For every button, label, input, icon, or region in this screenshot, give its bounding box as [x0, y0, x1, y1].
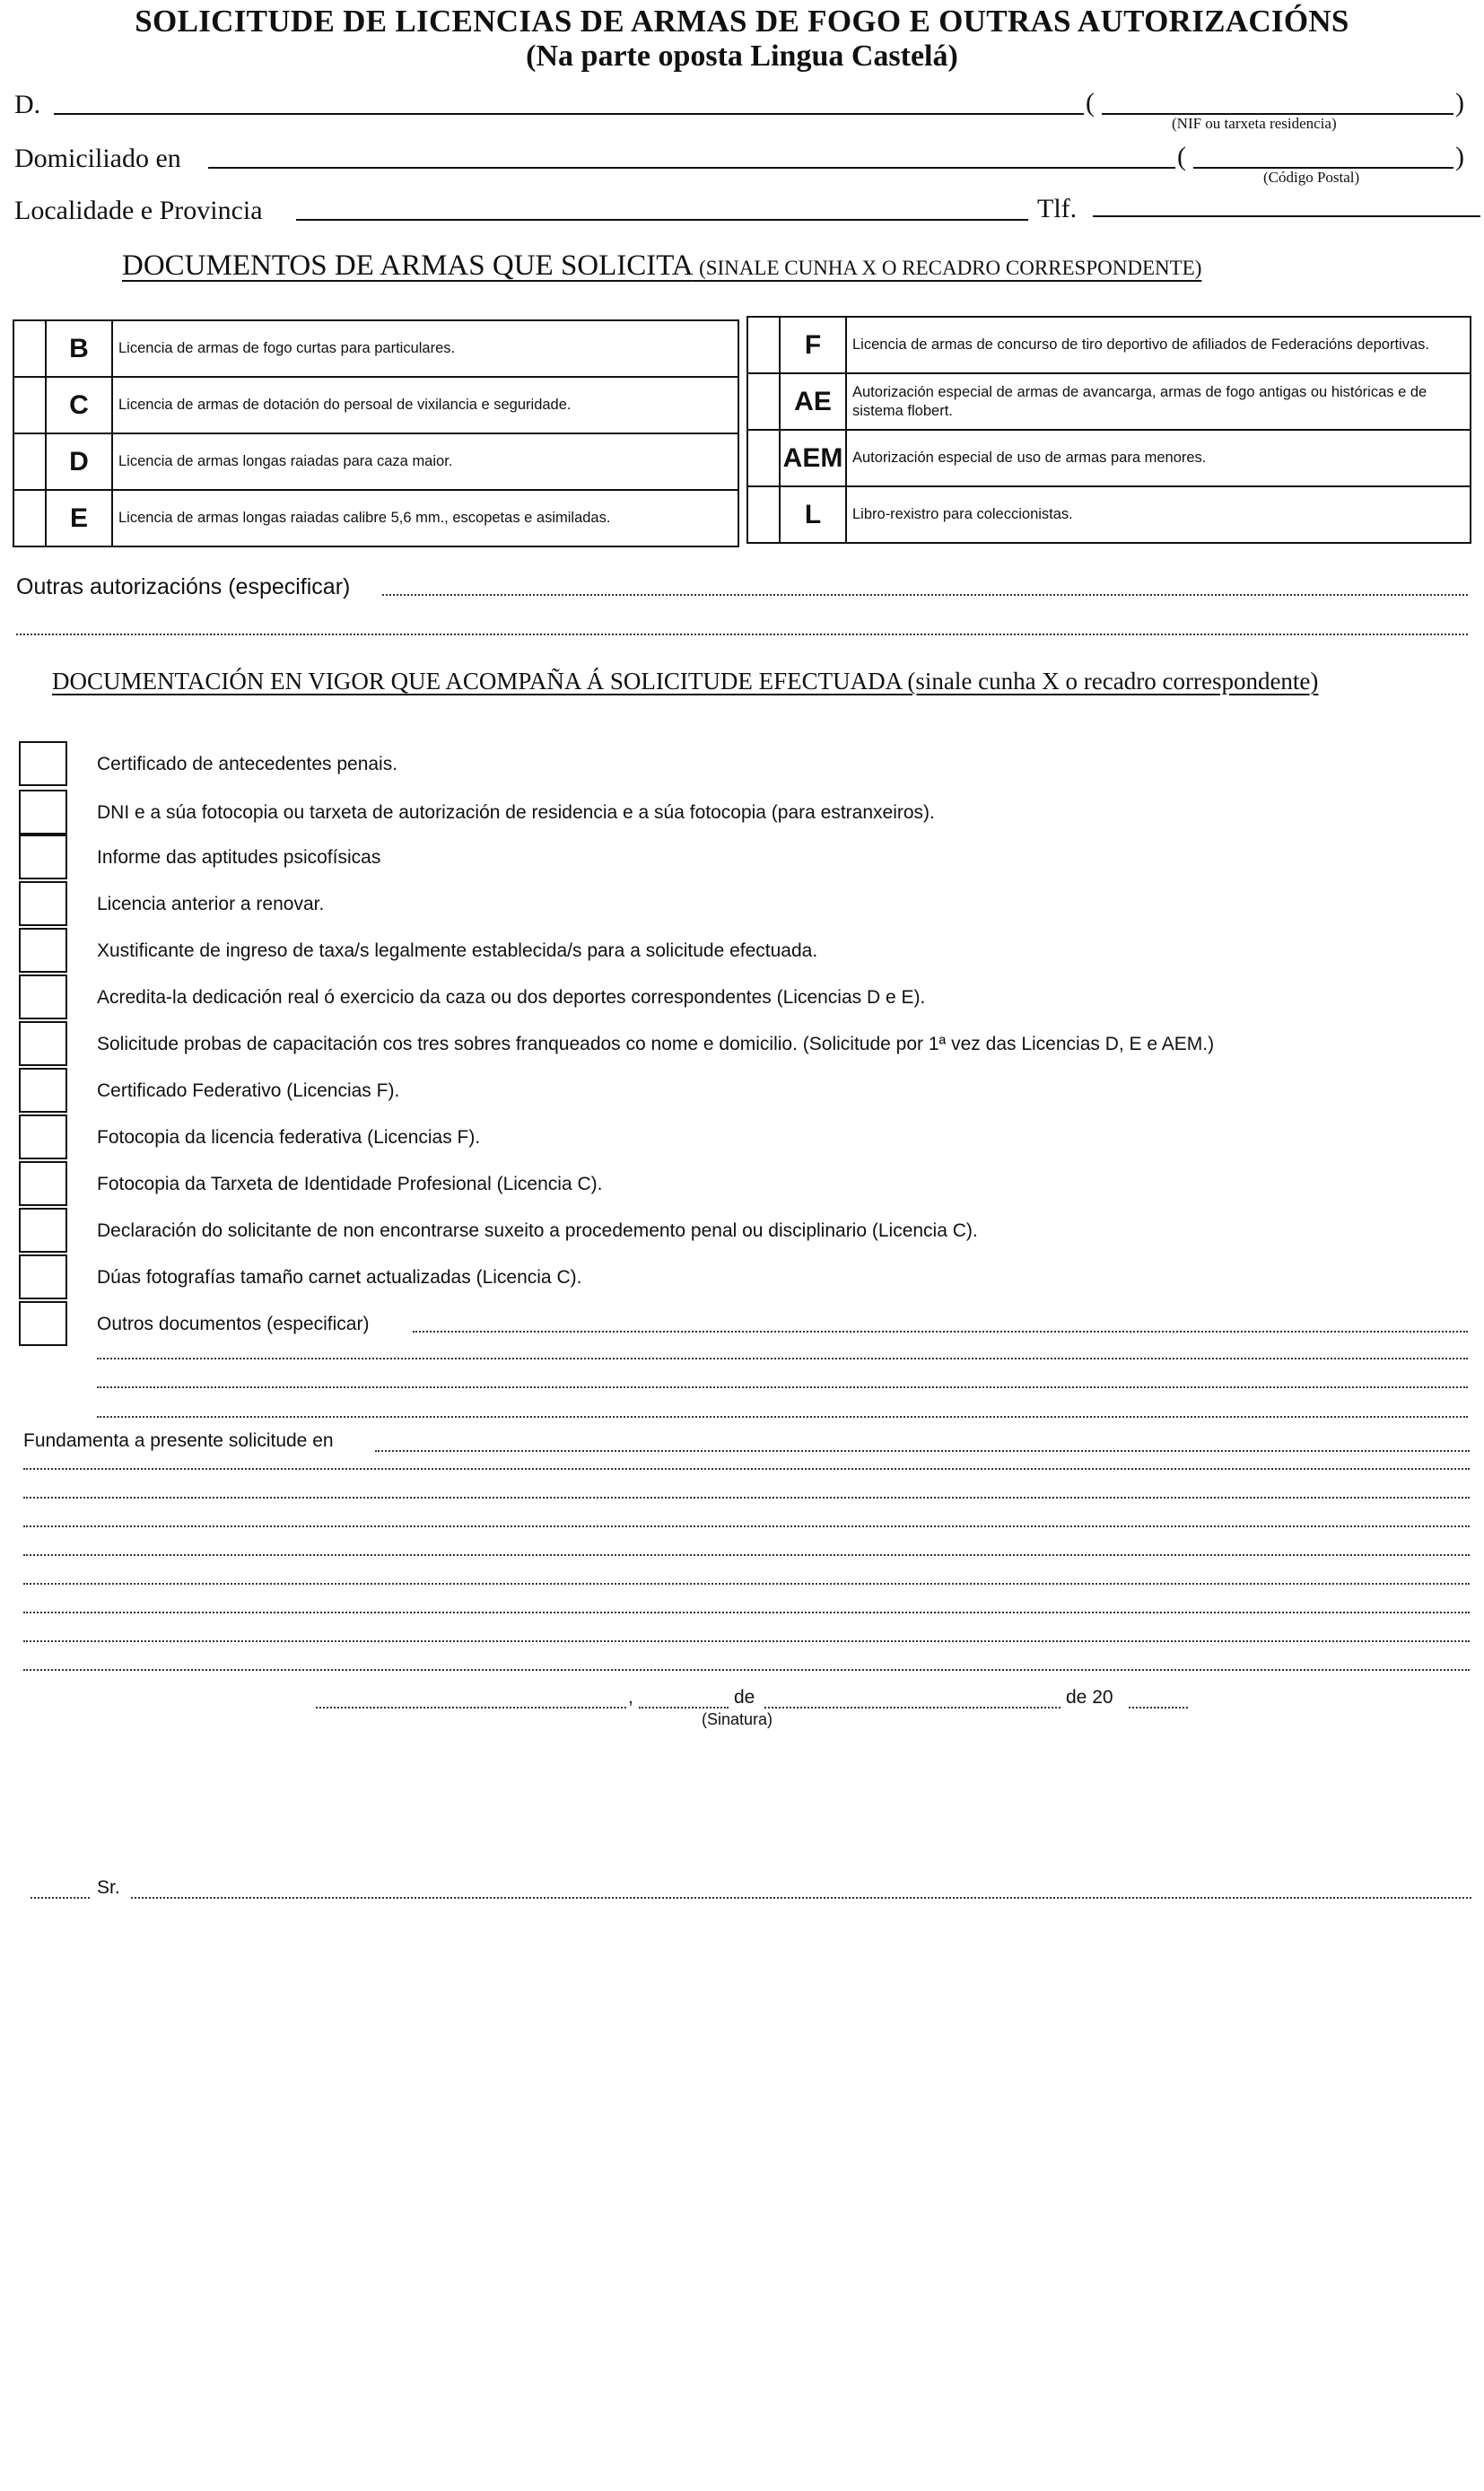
- weapon-row-f: [747, 317, 1471, 373]
- weapon-code: C: [46, 377, 112, 433]
- nif-open-paren: (: [1086, 88, 1095, 118]
- weapon-code: AEM: [780, 430, 846, 486]
- document-label: Certificado de antecedentes penais.: [97, 754, 398, 774]
- applicant-label: D.: [14, 90, 41, 119]
- tlf-label: Tlf.: [1037, 194, 1078, 223]
- checkbox-ae[interactable]: [747, 373, 780, 430]
- checkbox-e[interactable]: [13, 490, 46, 546]
- weapon-desc: Licencia de armas de concurso de tiro deportivo de afiliados de Federacións deportivas.: [846, 317, 1471, 373]
- document-label: DNI e a súa fotocopia ou tarxeta de autorización de residencia e a súa fotocopia (para estranxeiros).: [97, 802, 935, 823]
- signature-de2: de 20: [1066, 1687, 1113, 1708]
- weapon-desc: Licencia de armas longas raiadas calibre 5,6 mm., escopetas e asimiladas.: [112, 490, 738, 546]
- document-checkbox[interactable]: [19, 790, 67, 835]
- document-checkbox[interactable]: [19, 928, 67, 973]
- checkbox-f[interactable]: [747, 317, 780, 373]
- document-checkbox[interactable]: [19, 1068, 67, 1113]
- cp-note: (Código Postal): [1263, 169, 1360, 186]
- other-docs-field-2[interactable]: [97, 1358, 1468, 1359]
- checkbox-l[interactable]: [747, 486, 780, 543]
- checkbox-aem[interactable]: [747, 430, 780, 486]
- weapon-row-e: [13, 490, 738, 546]
- localidade-field[interactable]: [296, 219, 1028, 221]
- document-checkbox[interactable]: [19, 975, 67, 1019]
- document-checkbox[interactable]: [19, 1114, 67, 1159]
- weapon-row-d: [13, 433, 738, 490]
- fundamenta-line[interactable]: [23, 1583, 1470, 1585]
- document-label: Outros documentos (especificar): [97, 1314, 370, 1334]
- document-checkbox[interactable]: [19, 1161, 67, 1206]
- weapon-code: E: [46, 490, 112, 546]
- document-checkbox[interactable]: [19, 1301, 67, 1346]
- document-checkbox[interactable]: [19, 881, 67, 926]
- fundamenta-line[interactable]: [23, 1497, 1470, 1499]
- weapon-row-b: [13, 320, 738, 377]
- cp-open-paren: (: [1177, 142, 1186, 171]
- document-label: Fotocopia da licencia federativa (Licencias F).: [97, 1127, 481, 1148]
- document-label: Certificado Federativo (Licencias F).: [97, 1080, 400, 1101]
- weapon-row-ae: [747, 373, 1471, 430]
- recipient-prefix-field[interactable]: [31, 1897, 90, 1899]
- weapon-row-aem: [747, 430, 1471, 486]
- weapon-row-c: [13, 377, 738, 433]
- document-label: Informe das aptitudes psicofísicas: [97, 847, 381, 868]
- document-label: Licencia anterior a renovar.: [97, 894, 325, 914]
- document-label: Acredita-la dedicación real ó exercicio da caza ou dos deportes correspondentes (Licencias D e E).: [97, 987, 926, 1008]
- fundamenta-line[interactable]: [23, 1612, 1470, 1613]
- other-docs-field-4[interactable]: [97, 1416, 1468, 1418]
- document-checkbox[interactable]: [19, 741, 67, 786]
- weapon-desc: Licencia de armas de dotación do persoal de vixilancia e seguridade.: [112, 377, 738, 433]
- signature-de1: de: [734, 1687, 755, 1708]
- cp-close-paren: ): [1455, 142, 1464, 171]
- fundamenta-field[interactable]: [375, 1450, 1470, 1452]
- weapon-code: L: [780, 486, 846, 543]
- fundamenta-line[interactable]: [23, 1640, 1470, 1642]
- tlf-field[interactable]: [1093, 215, 1480, 217]
- document-label: Declaración do solicitante de non encontrarse suxeito a procedemento penal ou disciplinario (Licencia C).: [97, 1220, 978, 1241]
- document-label: Solicitude probas de capacitación cos tres sobres franqueados co nome e domicilio. (Solicitude por 1ª vez das Licencias D, E e AEM.): [97, 1034, 1215, 1054]
- weapon-desc: Licencia de armas longas raiadas para caza maior.: [112, 433, 738, 490]
- recipient-field[interactable]: [131, 1897, 1471, 1899]
- domicilio-field[interactable]: [208, 167, 1175, 169]
- document-label: Xustificante de ingreso de taxa/s legalmente establecida/s para a solicitude efectuada.: [97, 940, 818, 961]
- nif-close-paren: ): [1455, 88, 1464, 118]
- weapon-desc: Licencia de armas de fogo curtas para particulares.: [112, 320, 738, 377]
- nif-note: (NIF ou tarxeta residencia): [1172, 115, 1337, 132]
- localidade-label: Localidade e Provincia: [14, 196, 263, 225]
- fundamenta-label: Fundamenta a presente solicitude en: [23, 1430, 334, 1451]
- fundamenta-line[interactable]: [23, 1468, 1470, 1470]
- document-checkbox[interactable]: [19, 1208, 67, 1253]
- other-docs-field[interactable]: [413, 1331, 1468, 1333]
- checkbox-d[interactable]: [13, 433, 46, 490]
- weapons-table-left: [13, 319, 739, 547]
- weapon-desc: Libro-rexistro para coleccionistas.: [846, 486, 1471, 543]
- fundamenta-line[interactable]: [23, 1525, 1470, 1527]
- domicilio-label: Domiciliado en: [14, 144, 181, 173]
- signature-caption: (Sinatura): [702, 1710, 773, 1728]
- document-label: Dúas fotografías tamaño carnet actualizadas (Licencia C).: [97, 1267, 582, 1288]
- weapon-desc: Autorización especial de uso de armas para menores.: [846, 430, 1471, 486]
- weapon-row-l: [747, 486, 1471, 543]
- other-docs-field-3[interactable]: [97, 1386, 1468, 1388]
- document-checkbox[interactable]: [19, 835, 67, 879]
- weapon-code: F: [780, 317, 846, 373]
- weapon-desc: Autorización especial de armas de avancarga, armas de fogo antigas ou históricas e de sistema flobert.: [846, 373, 1471, 430]
- weapon-code: AE: [780, 373, 846, 430]
- signature-comma: ,: [628, 1687, 633, 1708]
- weapon-code: B: [46, 320, 112, 377]
- recipient-sr: Sr.: [97, 1877, 120, 1898]
- document-label: Fotocopia da Tarxeta de Identidade Profesional (Licencia C).: [97, 1174, 603, 1194]
- day-field[interactable]: [639, 1707, 729, 1709]
- form-subtitle: (Na parte oposta Lingua Castelá): [526, 39, 958, 73]
- weapon-code: D: [46, 433, 112, 490]
- other-authorizations-label: Outras autorizacións (especificar): [16, 574, 351, 599]
- month-field[interactable]: [764, 1707, 1061, 1709]
- year-field[interactable]: [1129, 1707, 1188, 1709]
- fundamenta-line[interactable]: [23, 1669, 1470, 1671]
- fundamenta-line[interactable]: [23, 1554, 1470, 1556]
- applicant-name-field[interactable]: [54, 113, 1084, 115]
- place-field[interactable]: [316, 1707, 626, 1709]
- document-checkbox[interactable]: [19, 1254, 67, 1299]
- weapons-table-right: [746, 316, 1471, 544]
- section-documents-heading: DOCUMENTACIÓN EN VIGOR QUE ACOMPAÑA Á SOLICITUDE EFECTUADA (sinale cunha X o recadro correspondente): [52, 668, 1319, 695]
- form-title: SOLICITUDE DE LICENCIAS DE ARMAS DE FOGO E OUTRAS AUTORIZACIÓNS: [135, 4, 1349, 39]
- other-authorizations-field-2[interactable]: [16, 634, 1468, 635]
- document-checkbox[interactable]: [19, 1021, 67, 1066]
- checkbox-b[interactable]: [13, 320, 46, 377]
- section-weapons-heading: DOCUMENTOS DE ARMAS QUE SOLICITA (SINALE CUNHA X O RECADRO CORRESPONDENTE): [122, 249, 1202, 282]
- other-authorizations-field[interactable]: [382, 594, 1468, 596]
- checkbox-c[interactable]: [13, 377, 46, 433]
